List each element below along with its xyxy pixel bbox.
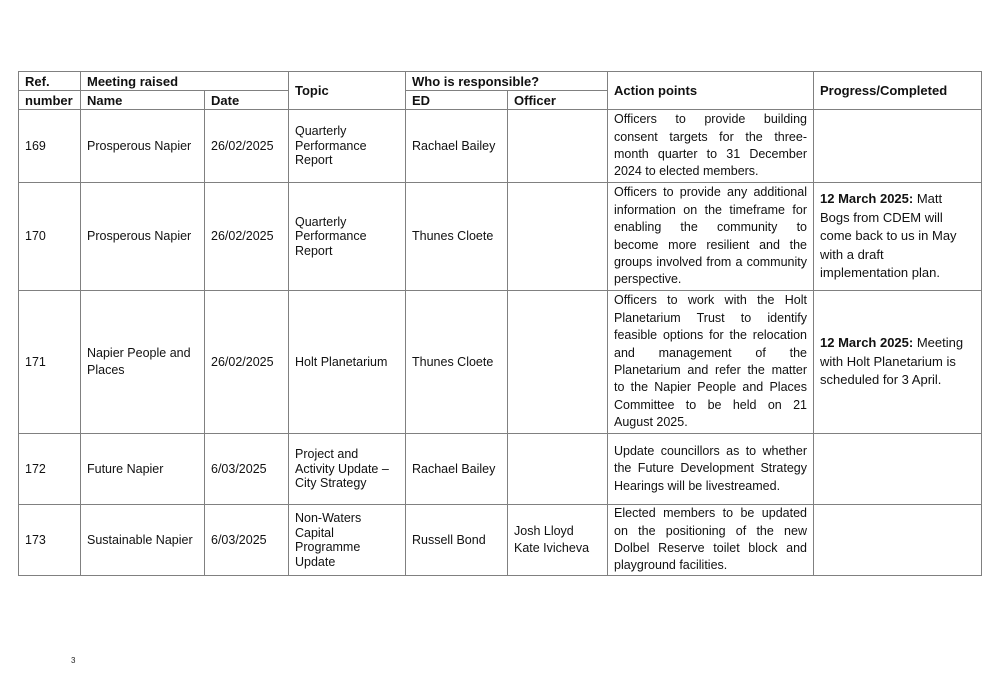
cell-ed: Thunes Cloete [406,183,508,291]
header-action-points: Action points [608,72,814,110]
cell-ref: 169 [19,110,81,183]
cell-officer [508,110,608,183]
page-number: 3 [71,656,76,665]
cell-ed: Thunes Cloete [406,291,508,434]
cell-ed: Rachael Bailey [406,110,508,183]
table-row [19,434,982,505]
header-topic: Topic [289,72,406,110]
progress-text: Matt Bogs from CDEM will come back to us in May with a draft implementation plan. [820,191,957,281]
cell-ref: 170 [19,183,81,291]
header-meeting-raised: Meeting raised [81,72,289,91]
header-officer: Officer [508,91,608,110]
cell-date: 26/02/2025 [205,291,289,434]
cell-topic: Holt Planetarium [289,291,406,434]
table-header-row [19,72,982,91]
cell-action-points: Officers to provide any additional information on the timeframe for enabling the community to become more resilient and the groups involved from a community perspective. [608,183,814,291]
cell-topic: Quarterly Performance Report [289,183,406,291]
cell-progress [814,291,982,434]
cell-ref: 172 [19,434,81,505]
cell-action-points: Officers to provide building consent targets for the three-month quarter to 31 December 2024 to elected members. [608,110,814,183]
progress-date: 12 March 2025: [820,191,914,207]
cell-ed: Russell Bond [406,505,508,576]
cell-date: 6/03/2025 [205,505,289,576]
header-ref-line1: Ref. [19,72,81,91]
cell-meeting-name: Prosperous Napier [81,110,205,183]
cell-officer [508,291,608,434]
cell-topic: Quarterly Performance Report [289,110,406,183]
cell-progress [814,434,982,505]
table-row [19,183,982,291]
header-who-responsible: Who is responsible? [406,72,608,91]
cell-action-points: Officers to work with the Holt Planetarium Trust to identify feasible options for the relocation and management of the Planetarium and refer the matter to the Napier People and Places Committee to be held on 21 August 2025. [608,291,814,434]
cell-progress [814,183,982,291]
header-date: Date [205,91,289,110]
table-row [19,110,982,183]
cell-officer [508,434,608,505]
table-row [19,505,982,576]
action-points-table [18,71,982,576]
progress-text: Meeting with Holt Planetarium is scheduled for 3 April. [820,335,964,388]
table-row [19,291,982,434]
cell-meeting-name: Sustainable Napier [81,505,205,576]
cell-action-points: Update councillors as to whether the Future Development Strategy Hearings will be livestreamed. [608,434,814,505]
cell-date: 26/02/2025 [205,110,289,183]
cell-officer [508,505,608,576]
cell-date: 6/03/2025 [205,434,289,505]
header-ed: ED [406,91,508,110]
cell-ed: Rachael Bailey [406,434,508,505]
cell-ref: 173 [19,505,81,576]
cell-officer [508,183,608,291]
cell-action-points: Elected members to be updated on the positioning of the new Dolbel Reserve toilet block and playground facilities. [608,505,814,576]
cell-progress [814,505,982,576]
cell-ref: 171 [19,291,81,434]
cell-progress [814,110,982,183]
header-ref-line2: number [19,91,81,110]
cell-meeting-name: Future Napier [81,434,205,505]
cell-meeting-name: Prosperous Napier [81,183,205,291]
cell-topic: Non-Waters Capital Programme Update [289,505,406,576]
officer-name: Kate Ivicheva [514,541,590,555]
header-name: Name [81,91,205,110]
officer-name: Josh Lloyd [514,524,574,538]
progress-date: 12 March 2025: [820,335,914,351]
cell-date: 26/02/2025 [205,183,289,291]
cell-topic: Project and Activity Update – City Strategy [289,434,406,505]
cell-meeting-name: Napier People and Places [81,291,205,434]
header-progress: Progress/Completed [814,72,982,110]
